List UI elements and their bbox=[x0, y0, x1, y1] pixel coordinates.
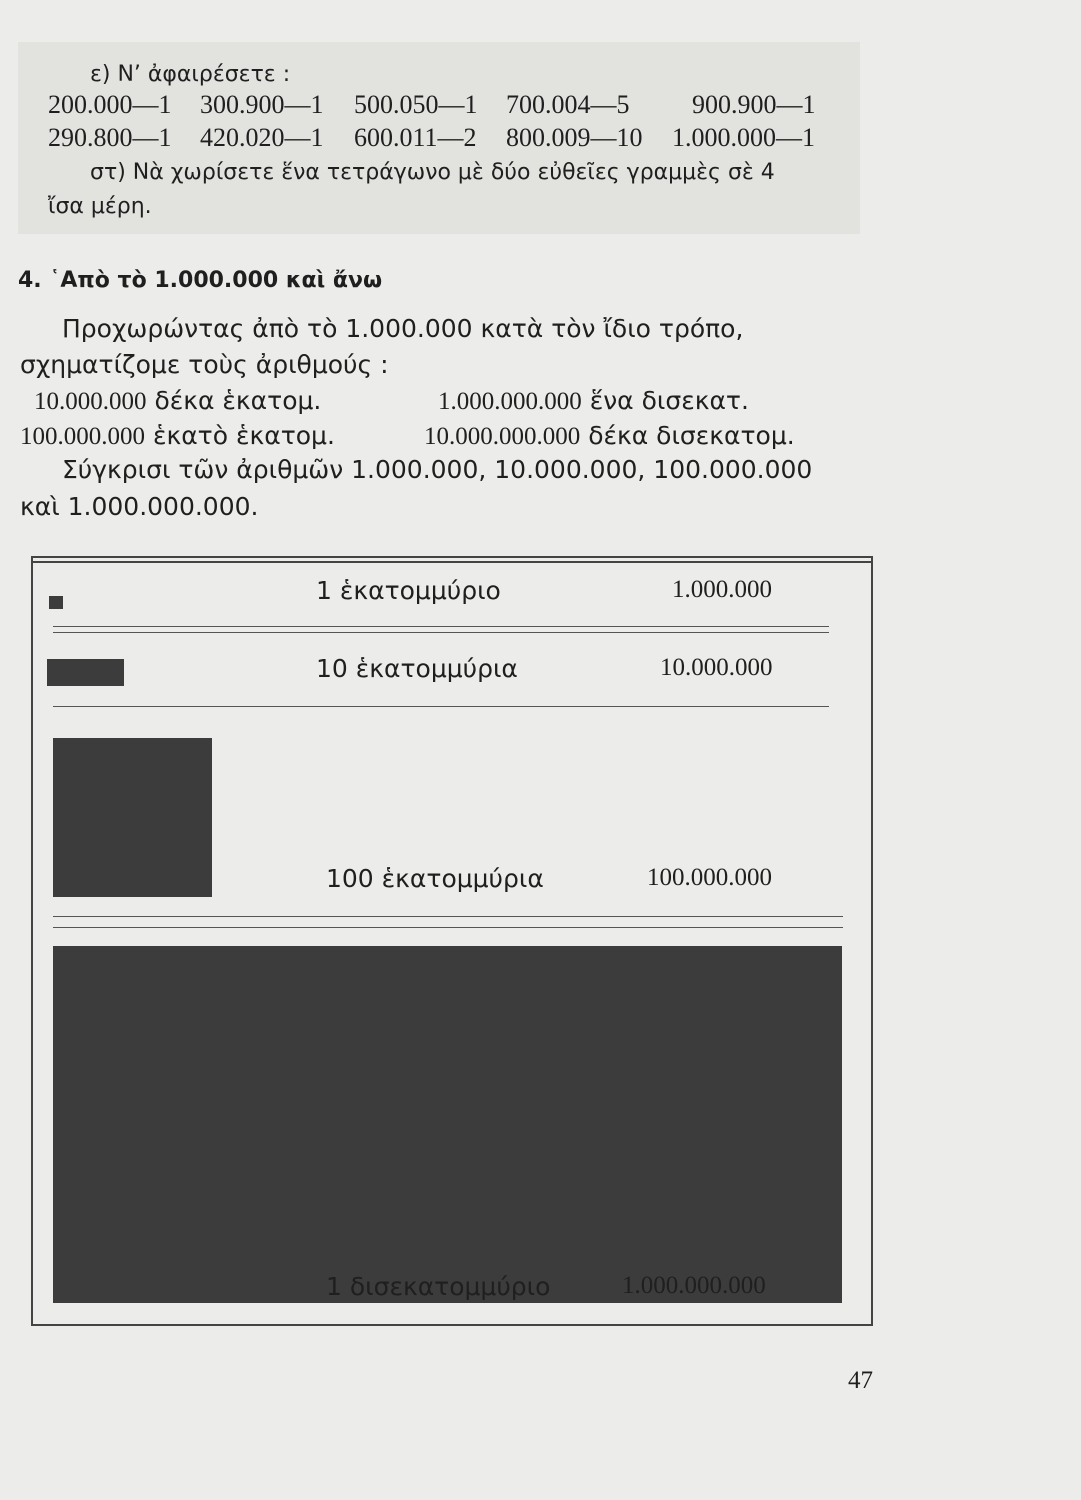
page-number: 47 bbox=[848, 1367, 873, 1394]
subtraction-cell: 900.900—1 bbox=[692, 90, 816, 119]
divider-line bbox=[53, 626, 829, 627]
square-1-million bbox=[49, 596, 63, 609]
rectangle-1-billion bbox=[53, 946, 842, 1303]
figure-top-rule bbox=[31, 561, 873, 563]
section-heading: 4. ῾Απὸ τὸ 1.000.000 καὶ ἄνω bbox=[18, 268, 383, 293]
number-entry bbox=[34, 386, 321, 416]
figure-label: 1 ἑκατομμύριο bbox=[316, 576, 501, 605]
number-value: 10.000.000 bbox=[34, 388, 147, 415]
comparison-line: καὶ 1.000.000.000. bbox=[20, 492, 259, 521]
number-name: δέκα δισεκατομ. bbox=[588, 421, 795, 450]
comparison-line: Σύγκρισι τῶν ἀριθμῶν 1.000.000, 10.000.000, 100.000.000 bbox=[62, 455, 813, 484]
rectangle-10-million bbox=[47, 659, 124, 686]
figure-label: 1 δισεκατομμύριο bbox=[326, 1272, 551, 1301]
figure-value: 1.000.000 bbox=[672, 576, 772, 603]
exercise-st-text: στ) Νὰ χωρίσετε ἕνα τετράγωνο μὲ δύο εὐθεῖες γραμμὲς σὲ 4 bbox=[90, 160, 775, 185]
number-entry bbox=[20, 421, 335, 451]
figure-value: 10.000.000 bbox=[660, 654, 773, 681]
number-entry bbox=[424, 421, 795, 451]
subtraction-cell: 1.000.000—1 bbox=[672, 123, 815, 152]
exercise-st-text-continued: ἴσα μέρη. bbox=[48, 194, 152, 219]
subtraction-cell: 600.011—2 bbox=[354, 123, 477, 152]
subtraction-cell: 300.900—1 bbox=[200, 90, 324, 119]
figure-label: 10 ἑκατομμύρια bbox=[316, 654, 518, 683]
number-name: δέκα ἑκατομ. bbox=[154, 386, 322, 415]
divider-line bbox=[53, 706, 829, 707]
divider-line bbox=[53, 632, 829, 633]
divider-line bbox=[53, 916, 843, 917]
subtraction-cell: 800.009—10 bbox=[506, 123, 643, 152]
number-name: ἑκατὸ ἑκατομ. bbox=[152, 421, 335, 450]
divider-line bbox=[53, 927, 843, 928]
number-value: 100.000.000 bbox=[20, 423, 145, 450]
number-value: 10.000.000.000 bbox=[424, 423, 581, 450]
square-100-million bbox=[53, 738, 212, 897]
number-name: ἕνα δισεκατ. bbox=[589, 386, 749, 415]
subtraction-cell: 200.000—1 bbox=[48, 90, 172, 119]
subtraction-cell: 420.020—1 bbox=[200, 123, 324, 152]
figure-value: 1.000.000.000 bbox=[622, 1272, 766, 1299]
exercise-e-label: ε) Ν’ ἀφαιρέσετε : bbox=[90, 62, 291, 87]
subtraction-cell: 500.050—1 bbox=[354, 90, 478, 119]
subtraction-cell: 290.800—1 bbox=[48, 123, 172, 152]
number-entry bbox=[438, 386, 749, 416]
figure-value: 100.000.000 bbox=[647, 864, 772, 891]
intro-paragraph-line: Προχωρώντας ἀπὸ τὸ 1.000.000 κατὰ τὸν ἴδιο τρόπο, bbox=[62, 314, 744, 343]
subtraction-cell: 700.004—5 bbox=[506, 90, 630, 119]
figure-label: 100 ἑκατομμύρια bbox=[326, 864, 544, 893]
number-value: 1.000.000.000 bbox=[438, 388, 582, 415]
intro-paragraph-line: σχηματίζομε τοὺς ἀριθμούς : bbox=[20, 350, 389, 379]
